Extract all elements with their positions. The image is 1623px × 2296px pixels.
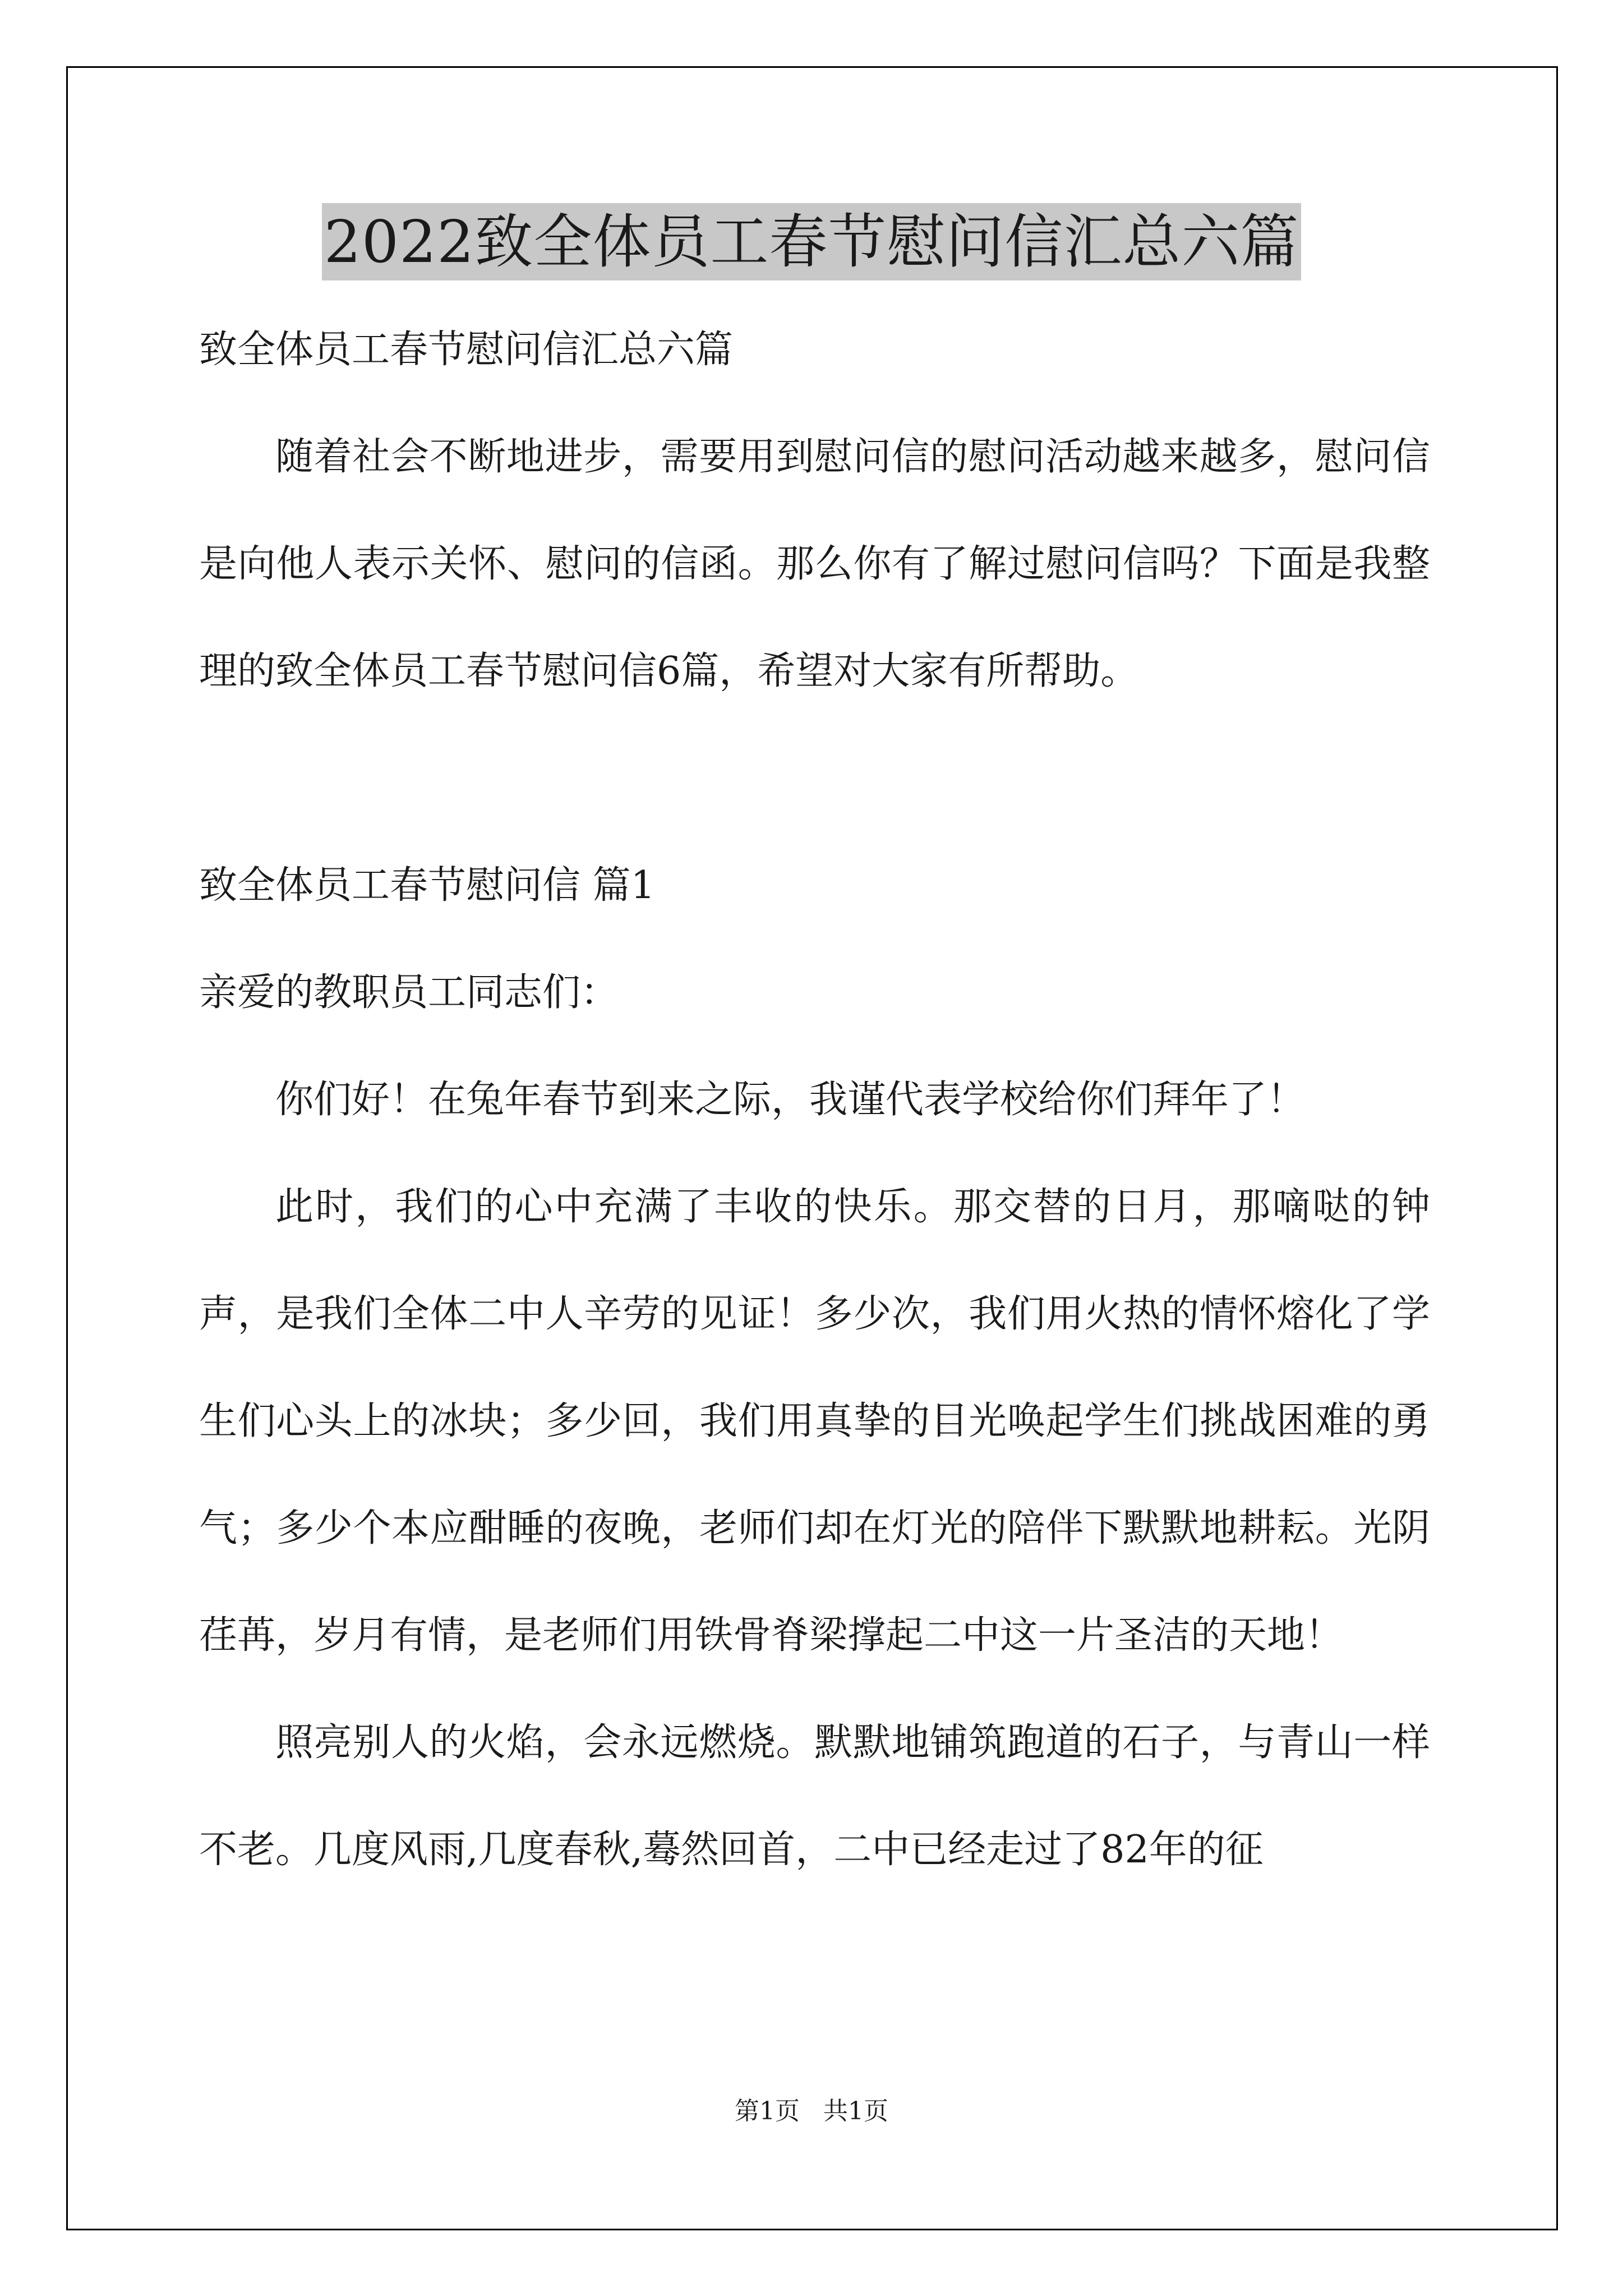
body-paragraph: 你们好！在兔年春节到来之际，我谨代表学校给你们拜年了！ bbox=[275, 1078, 1306, 1122]
page-total: 共1页 bbox=[823, 2097, 888, 2125]
body-paragraph: 此时，我们的心中充满了丰收的快乐。那交替的日月，那嘀哒的钟声，是我们全体二中人辛劳的见证！多少次，我们用火热的情怀熔化了学生们心头上的冰块；多少回，我们用真挚的目光唤起学生们挑战困难的勇气；多少个本应酣睡的夜晚，老师们却在灯光的陪伴下默默地耕耘。光阴荏苒，岁月有情，是老师们用铁骨脊梁撑起二中这一片圣洁的天地！ bbox=[199, 1185, 1430, 1658]
intro-paragraph: 随着社会不断地进步，需要用到慰问信的慰问活动越来越多，慰问信是向他人表示关怀、慰问的信函。那么你有了解过慰问信吗？下面是我整理的致全体员工春节慰问信6篇，希望对大家有所帮助。 bbox=[199, 435, 1430, 693]
title-container bbox=[0, 203, 1623, 280]
blank-line bbox=[199, 725, 1430, 832]
page-number: 第1页 bbox=[735, 2097, 800, 2125]
salutation: 亲爱的教职员工同志们： bbox=[199, 970, 619, 1015]
section-heading: 致全体员工春节慰问信 篇1 bbox=[199, 863, 655, 908]
body-paragraph: 照亮别人的火焰，会永远燃烧。默默地铺筑跑道的石子，与青山一样不老。几度风雨,几度春秋,蓦然回首，二中已经走过了82年的征 bbox=[199, 1720, 1430, 1872]
document-title: 2022致全体员工春节慰问信汇总六篇 bbox=[322, 203, 1302, 280]
document-body bbox=[199, 296, 1430, 1903]
page-footer bbox=[0, 2095, 1623, 2128]
document-subtitle: 致全体员工春节慰问信汇总六篇 bbox=[199, 328, 734, 372]
